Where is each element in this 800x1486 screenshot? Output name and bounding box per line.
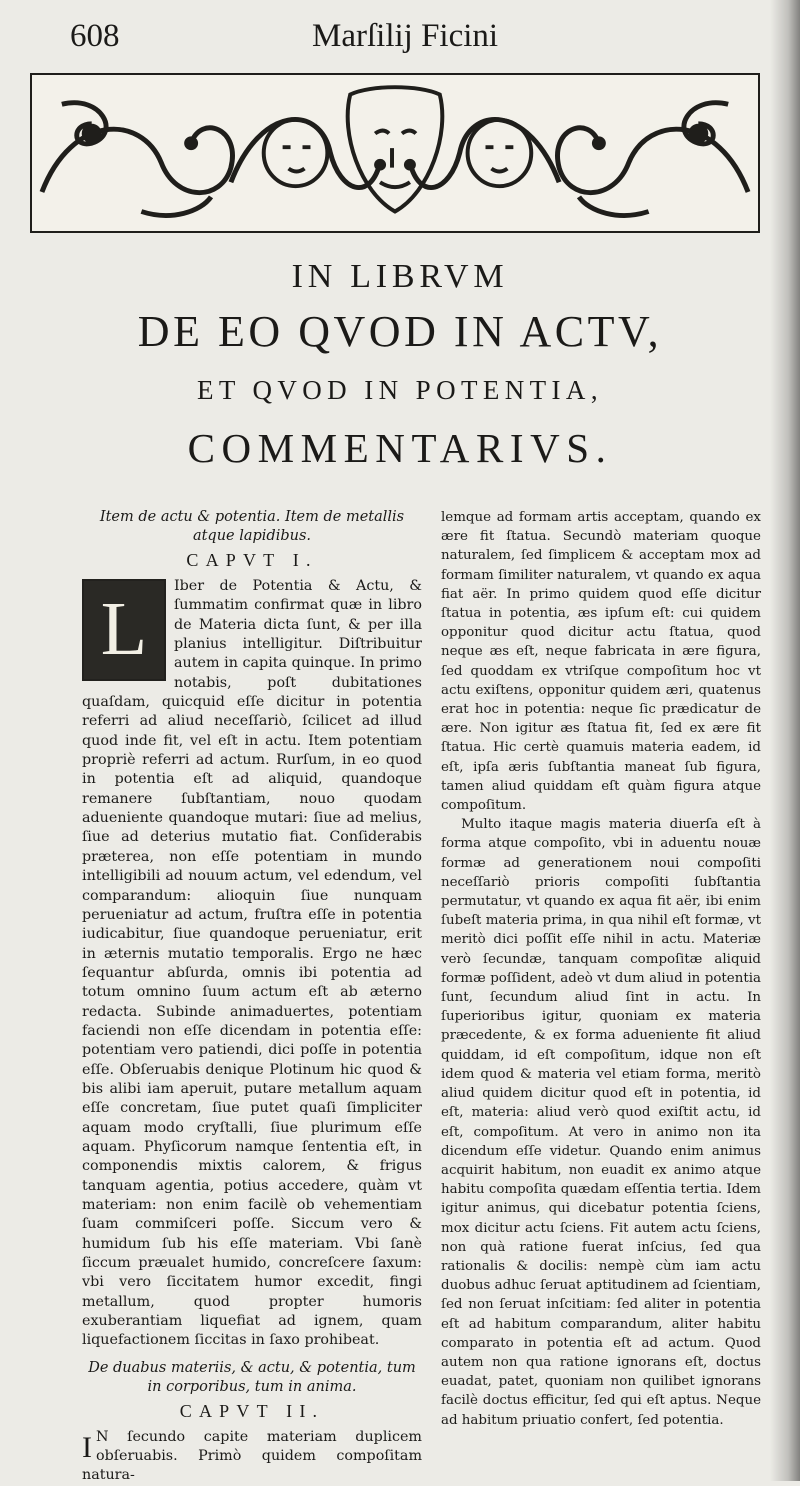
running-title: Marſilij Ficini xyxy=(312,18,499,54)
chapter-1-paragraph xyxy=(82,577,422,1351)
header-ornament xyxy=(30,73,760,233)
chapter-1-text: Iber de Potentia & Actu, & ſummatim confirmat quæ in libro de Materia dicta ſunt, & per illa planius intelligitur. Diſtribuitur autem in capita quinque. In primo notabis, poſt dubitationes quaſdam, quicquid eſſe dicitur in potentia referri ad aliud neceſſariò, ſcilicet ad illud quod inde fit, vel eſt in actu. Item potentiam propriè referri ad actum. Rurſum, in eo quod in potentia eſt ad aliquid, quandoque remanere ſubſtantiam, nouo quodam adueniente quandoque mutari: ſiue ad melius, ſiue ad deterius mutatio fiat. Conſiderabis præterea, non eſſe potentiam in mundo intelligibili ad nouum actum, vel edendum, vel comparandum: alioquin ſiue nunquam perueniatur ad actum, fruſtra eſſe in potentia iudicabitur, ſiue quandoque perueniatur, erit in æternis mutatio temporalis. Ergo ne hæc ſequantur abſurda, omnis ibi potentia ad totum omnino ſuum actum eſt ab æterno redacta. Subinde animaduertes, potentiam faciendi non eſſe dicendam in potentia eſſe: potentiam vero patiendi, dici poſſe in potentia eſſe. Obſeruabis denique Plotinum hic quod & bis alibi iam aperuit, putare metallum aquam eſſe concretam, ſiue putet quaſi ſimpliciter aquam modo cryſtalli, ſiue plurimum eſſe aquam. Phyſicorum namque ſententia eſt, in componendis mixtis calorem, & frigus tanquam agentia, potius accedere, quàm vt materiam: non enim facilè ob vehementiam ſuam commiſceri poſſe. Siccum vero & humidum ſub his eſſe materiam. Vbi ſanè ſiccum præualet humido, concreſcere ſaxum: vbi vero ſiccitatem humor excedit, fingi metallum, quod propter humoris exuberantiam liquefiat ad ignem, quam liquefactionem ſiccitas in ſaxo prohibeat. xyxy=(82,578,422,1349)
chapter-2-text-start: N ſecundo capite materiam duplicem obſeruabis. Primò quidem compoſitam natura- xyxy=(82,1428,422,1484)
title-line-2: DE EO QVOD IN ACTV, xyxy=(137,307,663,356)
right-paragraph-1: lemque ad formam artis acceptam, quando ex ære fit ſtatua. Secundò materiam quoque naturalem, ſed ſimplicem & acceptam mox ad formam ſimiliter naturalem, vt quando ex aqua fiat aër. In primo quidem quod eſſe dicitur ſtatua in potentia, æs ipſum eſt: cui quidem opponitur quod dicitur actu ſtatua, quod neque æs eſt, neque fabricata in ære figura, ſed quoddam ex vtriſque compoſitum hoc vt actu exiſtens, opponitur quidem æri, quatenus erat hoc in potentia: neque ſic prædicatur de ære. Non igitur æs ſtatua fit, ſed ex ære fit ſtatua. Hic certè quamuis materia eadem, id eſt, ipſa æris ſubſtantia maneat ſub figura, tamen aliud quiddam eſt quàm figura atque compoſitum. xyxy=(441,510,761,814)
decorated-initial-l: L xyxy=(82,579,166,681)
title-line-1: IN LIBRVM xyxy=(291,258,509,295)
right-column xyxy=(441,508,761,1430)
chapter-2-paragraph xyxy=(82,1428,422,1486)
chapter-1-heading: CAPVT I. xyxy=(186,550,318,570)
running-head xyxy=(0,0,800,72)
initial-i: I xyxy=(82,1430,92,1464)
page-edge-shadow xyxy=(770,0,800,1481)
title-line-3: ET QVOD IN POTENTIA, xyxy=(197,375,603,405)
chapter-2-rubric: De duabus materiis, & actu, & potentia, tum in corporibus, tum in anima. xyxy=(88,1359,416,1395)
chapter-1-rubric: Item de actu & potentia. Item de metallis atque lapidibus. xyxy=(99,509,405,544)
floral-scroll-ornament-icon xyxy=(32,75,758,231)
chapter-2-heading: CAPVT II. xyxy=(179,1400,325,1421)
title-line-4: COMMENTARIVS. xyxy=(187,425,613,471)
left-column xyxy=(82,508,422,1486)
title-block xyxy=(0,248,800,472)
right-paragraph-2: Multo itaque magis materia diuerſa eſt à forma atque compoſito, vbi in aduentu nouæ formæ ad generationem noui compoſiti neceſſariò prioris compoſiti ſubſtantia permutatur, vt quando ex aqua fit aër, ibi enim ſubeſt materia prima, in qua nihil eſt formæ, vt meritò dici poſſit eſſe nihil in actu. Materiæ verò ſecundæ, tanquam compoſitæ aliquid formæ poſſident, adeò vt dum aliud in potentia ſunt, ſecundum aliud ſint in actu. In ſuperioribus igitur, quoniam ex materia præcedente, & ex forma adueniente fit aliud quiddam, id eſt compoſitum, idque non eſt idem quod & materia vel etiam forma, meritò aliud quidem dicitur quod eſt in potentia, id eſt, materia: aliud verò quod exiſtit actu, id eſt, compoſitum. At vero in animo non ita dicendum eſſe videtur. Quando enim animus acquirit habitum, non euadit ex animo atque habitu compoſita quædam eſſentia tertia. Idem igitur animus, qui dicebatur potentia ſciens, mox dicitur actu ſciens. Fit autem actu ſciens, non quà ratione fuerat inſcius, ſed qua rationalis & docilis: nempè cùm iam actu duobus adhuc ſeruat aptitudinem ad ſcientiam, ſed non ſeruat inſcitiam: ſed aliter in potentia eſt ad habitum comparandum, aliter habitu comparato in potentia eſt ad actum. Quod autem non qua ratione ignorans eſt, doctus euadat, patet, quoniam non quilibet ignorans facilè doctus efficitur, ſed qui eſt aptus. Neque ad habitum priuatio confert, ſed potentia. xyxy=(441,817,761,1428)
page-number: 608 xyxy=(70,18,120,54)
